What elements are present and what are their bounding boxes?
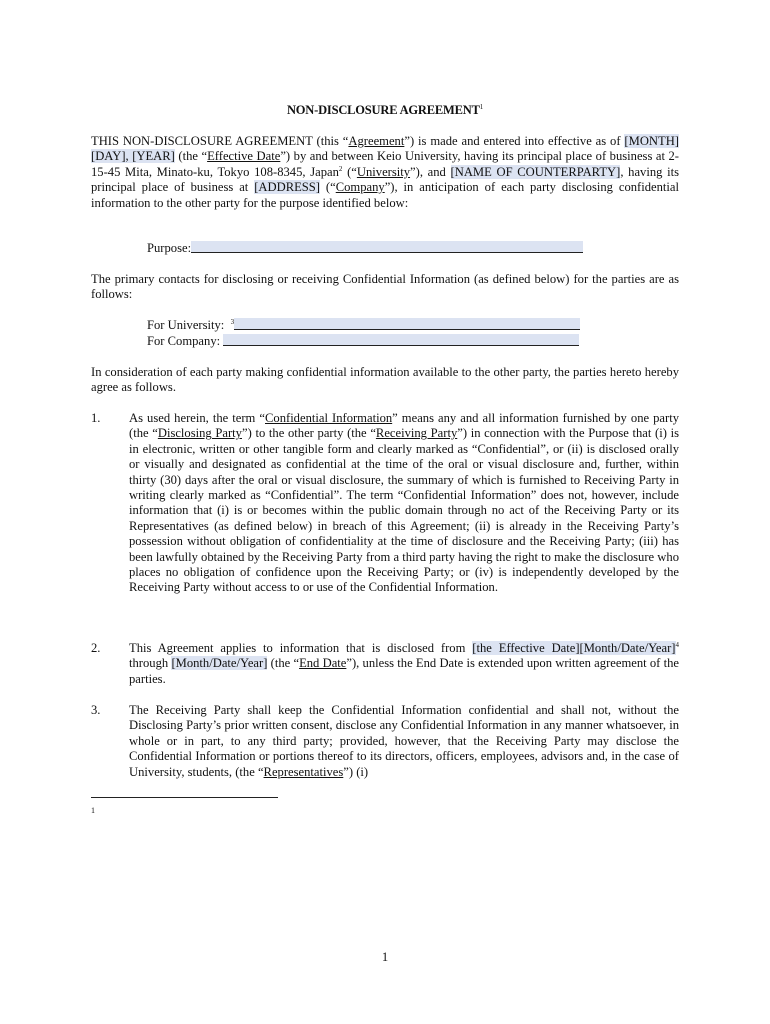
company-contact-field[interactable] xyxy=(223,334,579,346)
address-form-field[interactable]: [ADDRESS] xyxy=(254,180,320,195)
defined-term-representatives: Representatives xyxy=(263,764,344,779)
footnote-separator xyxy=(91,797,278,798)
university-contact-label: For University: xyxy=(147,318,225,332)
document-title xyxy=(0,103,770,118)
footnote-ref-3: 3 xyxy=(230,318,235,326)
university-contact-line xyxy=(147,318,580,333)
defined-term-disclosing-party: Disclosing Party xyxy=(157,426,242,441)
defined-term-receiving-party: Receiving Party xyxy=(375,426,458,441)
counterparty-form-field[interactable]: [NAME OF COUNTERPARTY] xyxy=(450,164,621,179)
defined-term-confidential-information: Confidential Information xyxy=(265,411,393,425)
title-footnote-ref: 1 xyxy=(479,103,484,111)
title-text: NON-DISCLOSURE AGREEMENT xyxy=(286,103,480,117)
defined-term-university: University xyxy=(356,164,411,179)
consideration-paragraph: In consideration of each party making confidential information available to the other party, the parties hereto hereby agree as follows. xyxy=(91,365,679,395)
date-form-field[interactable]: [MONTH][DAY], [YEAR] xyxy=(91,134,679,164)
footnote-ref-2: 2 xyxy=(338,164,343,173)
clause-number: 3. xyxy=(91,703,101,717)
purpose-label: Purpose: xyxy=(147,241,192,255)
clause-number: 2. xyxy=(91,641,101,655)
university-contact-field[interactable] xyxy=(234,318,580,330)
defined-term-effective-date: Effective Date xyxy=(207,149,281,164)
footnote-ref-4: 4 xyxy=(675,641,679,649)
page-number: 1 xyxy=(381,950,389,964)
company-contact-line xyxy=(147,334,579,349)
end-date-form-field[interactable]: [Month/Date/Year] xyxy=(171,656,268,671)
clause-3-text: The Receiving Party shall keep the Confidential Information confidential and shall not, without the Disclosing Party’s prior written consent, disclose any Confidential Information in any manner whatsoever, in whole or in part, to any third party; provided, however, that the Receiving Party may disclose the Confidential Information or portions thereof to its directors, officers, employees, advisors and, in the case of University, students, (the “Representatives”) (i) xyxy=(129,703,679,779)
clause-number: 1. xyxy=(91,411,101,425)
company-contact-label: For Company: xyxy=(147,334,221,348)
defined-term-agreement: Agreement xyxy=(348,134,405,148)
contacts-paragraph: The primary contacts for disclosing or receiving Confidential Information (as defined below) for the parties are as follows: xyxy=(91,272,679,302)
footnote-1-mark: 1 xyxy=(91,806,95,815)
defined-term-end-date: End Date xyxy=(299,656,347,671)
start-date-form-field[interactable]: [the Effective Date][Month/Date/Year] xyxy=(472,641,676,655)
clause-2-text: This Agreement applies to information that is disclosed from [the Effective Date][Month/Date/Year]$^4$ through [Month/Date/Year] (the “End Date”), unless the End Date is extended upon written agreement of the parties. xyxy=(129,641,680,686)
clause-1-text: As used herein, the term “Confidential Information” means any and all information furnished by one party (the “Disclosing Party”) to the other party (the “Receiving Party”) in connection with the Purpose that (i) is in electronic, written or other tangible form and clearly marked as “Confidential”, or (ii) is disclosed orally or visually and designated as confidential at the time of the oral or visual disclosure and, further, within thirty (30) days after the oral or visual disclosure, the summary of which is furnished to Receiving Party in writing clearly marked as “Confidential”. The term “Confidential Information” does not, however, include information that (i) is or becomes within the public domain through no act of the Receiving Party or its Representatives (as defined below) in breach of this Agreement; (ii) is already in the Receiving Party’s possession without obligation of confidentiality at the time of disclosure and the Receiving Party; (iii) has been lawfully obtained by the Receiving Party from a third party having the right to make the disclosure who places no obligation of confidence upon the Receiving Party; or (iv) is independently developed by the Receiving Party without access to or use of the Confidential Information. xyxy=(129,411,680,595)
intro-paragraph: THIS NON-DISCLOSURE AGREEMENT (this “Agreement”) is made and entered into effective as of [MONTH][DAY], [YEAR] (the “Effective Date”) by and between Keio University, having its principal place of business at 2-15-45 Mita, Minato-ku, Tokyo 108-8345, Japan$^2$ (“University”), and [NAME OF COUNTERPARTY], having its principal place of business at [ADDRESS] (“Company”), in anticipation of each party disclosing confidential information to the other party for the purpose identified below: xyxy=(91,134,680,210)
purpose-field[interactable] xyxy=(191,241,583,253)
purpose-line xyxy=(147,241,583,256)
defined-term-company: Company xyxy=(335,180,385,195)
